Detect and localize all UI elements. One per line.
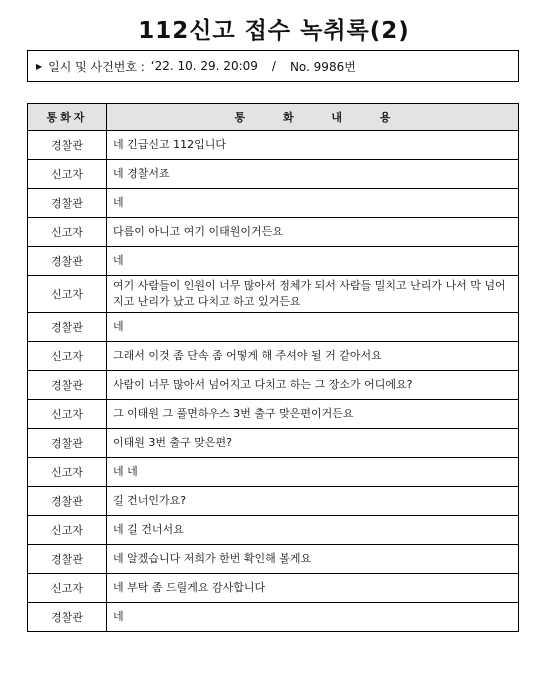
content-cell: 네 [107,603,519,632]
content-cell: 네 [107,313,519,342]
content-column-header [107,104,519,131]
speaker-cell: 경찰관 [28,487,107,516]
speaker-cell: 신고자 [28,516,107,545]
speaker-cell: 경찰관 [28,545,107,574]
transcript-body [28,131,519,632]
transcript-row [28,458,519,487]
incident-info-box [27,50,519,82]
content-cell: 다름이 아니고 여기 이태원이거든요 [107,218,519,247]
transcript-row [28,516,519,545]
transcript-row [28,218,519,247]
transcript-row [28,545,519,574]
content-cell: 네 부탁 좀 드릴게요 감사합니다 [107,574,519,603]
content-cell: 네 [107,247,519,276]
speaker-cell: 신고자 [28,342,107,371]
transcript-row [28,400,519,429]
content-cell: 그 이태원 그 풀면하우스 3번 출구 맞은편이거든요 [107,400,519,429]
incident-datetime: ‘22. 10. 29. 20:09 [150,59,258,73]
document-title: 112신고 접수 녹취록(2) [138,18,410,44]
content-cell: 네 경찰서죠 [107,160,519,189]
transcript-row [28,247,519,276]
speaker-cell: 경찰관 [28,371,107,400]
info-label: 일시 및 사건번호 : [48,59,145,74]
transcript-row [28,429,519,458]
transcript-row [28,574,519,603]
speaker-cell: 신고자 [28,400,107,429]
content-cell: 사람이 너무 많아서 넘어지고 다치고 하는 그 장소가 어디에요? [107,371,519,400]
transcript-row [28,313,519,342]
content-cell: 이태원 3번 출구 맞은편? [107,429,519,458]
transcript-row [28,371,519,400]
content-cell: 네 알겠습니다 저희가 한번 확인해 볼게요 [107,545,519,574]
speaker-cell: 경찰관 [28,603,107,632]
content-cell: 네 길 건너서요 [107,516,519,545]
speaker-cell: 신고자 [28,458,107,487]
transcript-row [28,276,519,313]
speaker-cell: 신고자 [28,574,107,603]
speaker-cell: 경찰관 [28,313,107,342]
transcript-table [27,103,519,632]
content-cell: 네 [107,189,519,218]
speaker-cell: 경찰관 [28,429,107,458]
content-column-header-text: 통 화 내 용 [234,111,391,124]
info-separator: / [271,59,276,73]
content-cell: 그래서 이것 좀 단속 좀 어떻게 해 주셔야 될 거 같아서요 [107,342,519,371]
triangle-bullet-icon: ▶ [36,61,43,71]
transcript-row [28,603,519,632]
transcript-row [28,189,519,218]
content-cell: 네 긴급신고 112입니다 [107,131,519,160]
speaker-cell: 신고자 [28,160,107,189]
transcript-row [28,342,519,371]
speaker-cell: 경찰관 [28,189,107,218]
transcript-header-row [28,104,519,131]
speaker-column-header: 통화자 [28,104,107,131]
transcript-row [28,487,519,516]
content-cell: 네 네 [107,458,519,487]
speaker-cell: 신고자 [28,276,107,313]
content-cell: 길 건너인가요? [107,487,519,516]
speaker-cell: 신고자 [28,218,107,247]
speaker-cell: 경찰관 [28,131,107,160]
transcript-row [28,131,519,160]
case-number: No. 9986번 [289,59,356,74]
transcript-row [28,160,519,189]
speaker-cell: 경찰관 [28,247,107,276]
content-cell: 여기 사람들이 인원이 너무 많아서 정체가 되서 사람들 밀치고 난리가 나서 막 넘어지고 난리가 났고 다치고 하고 있거든요 [107,276,519,313]
